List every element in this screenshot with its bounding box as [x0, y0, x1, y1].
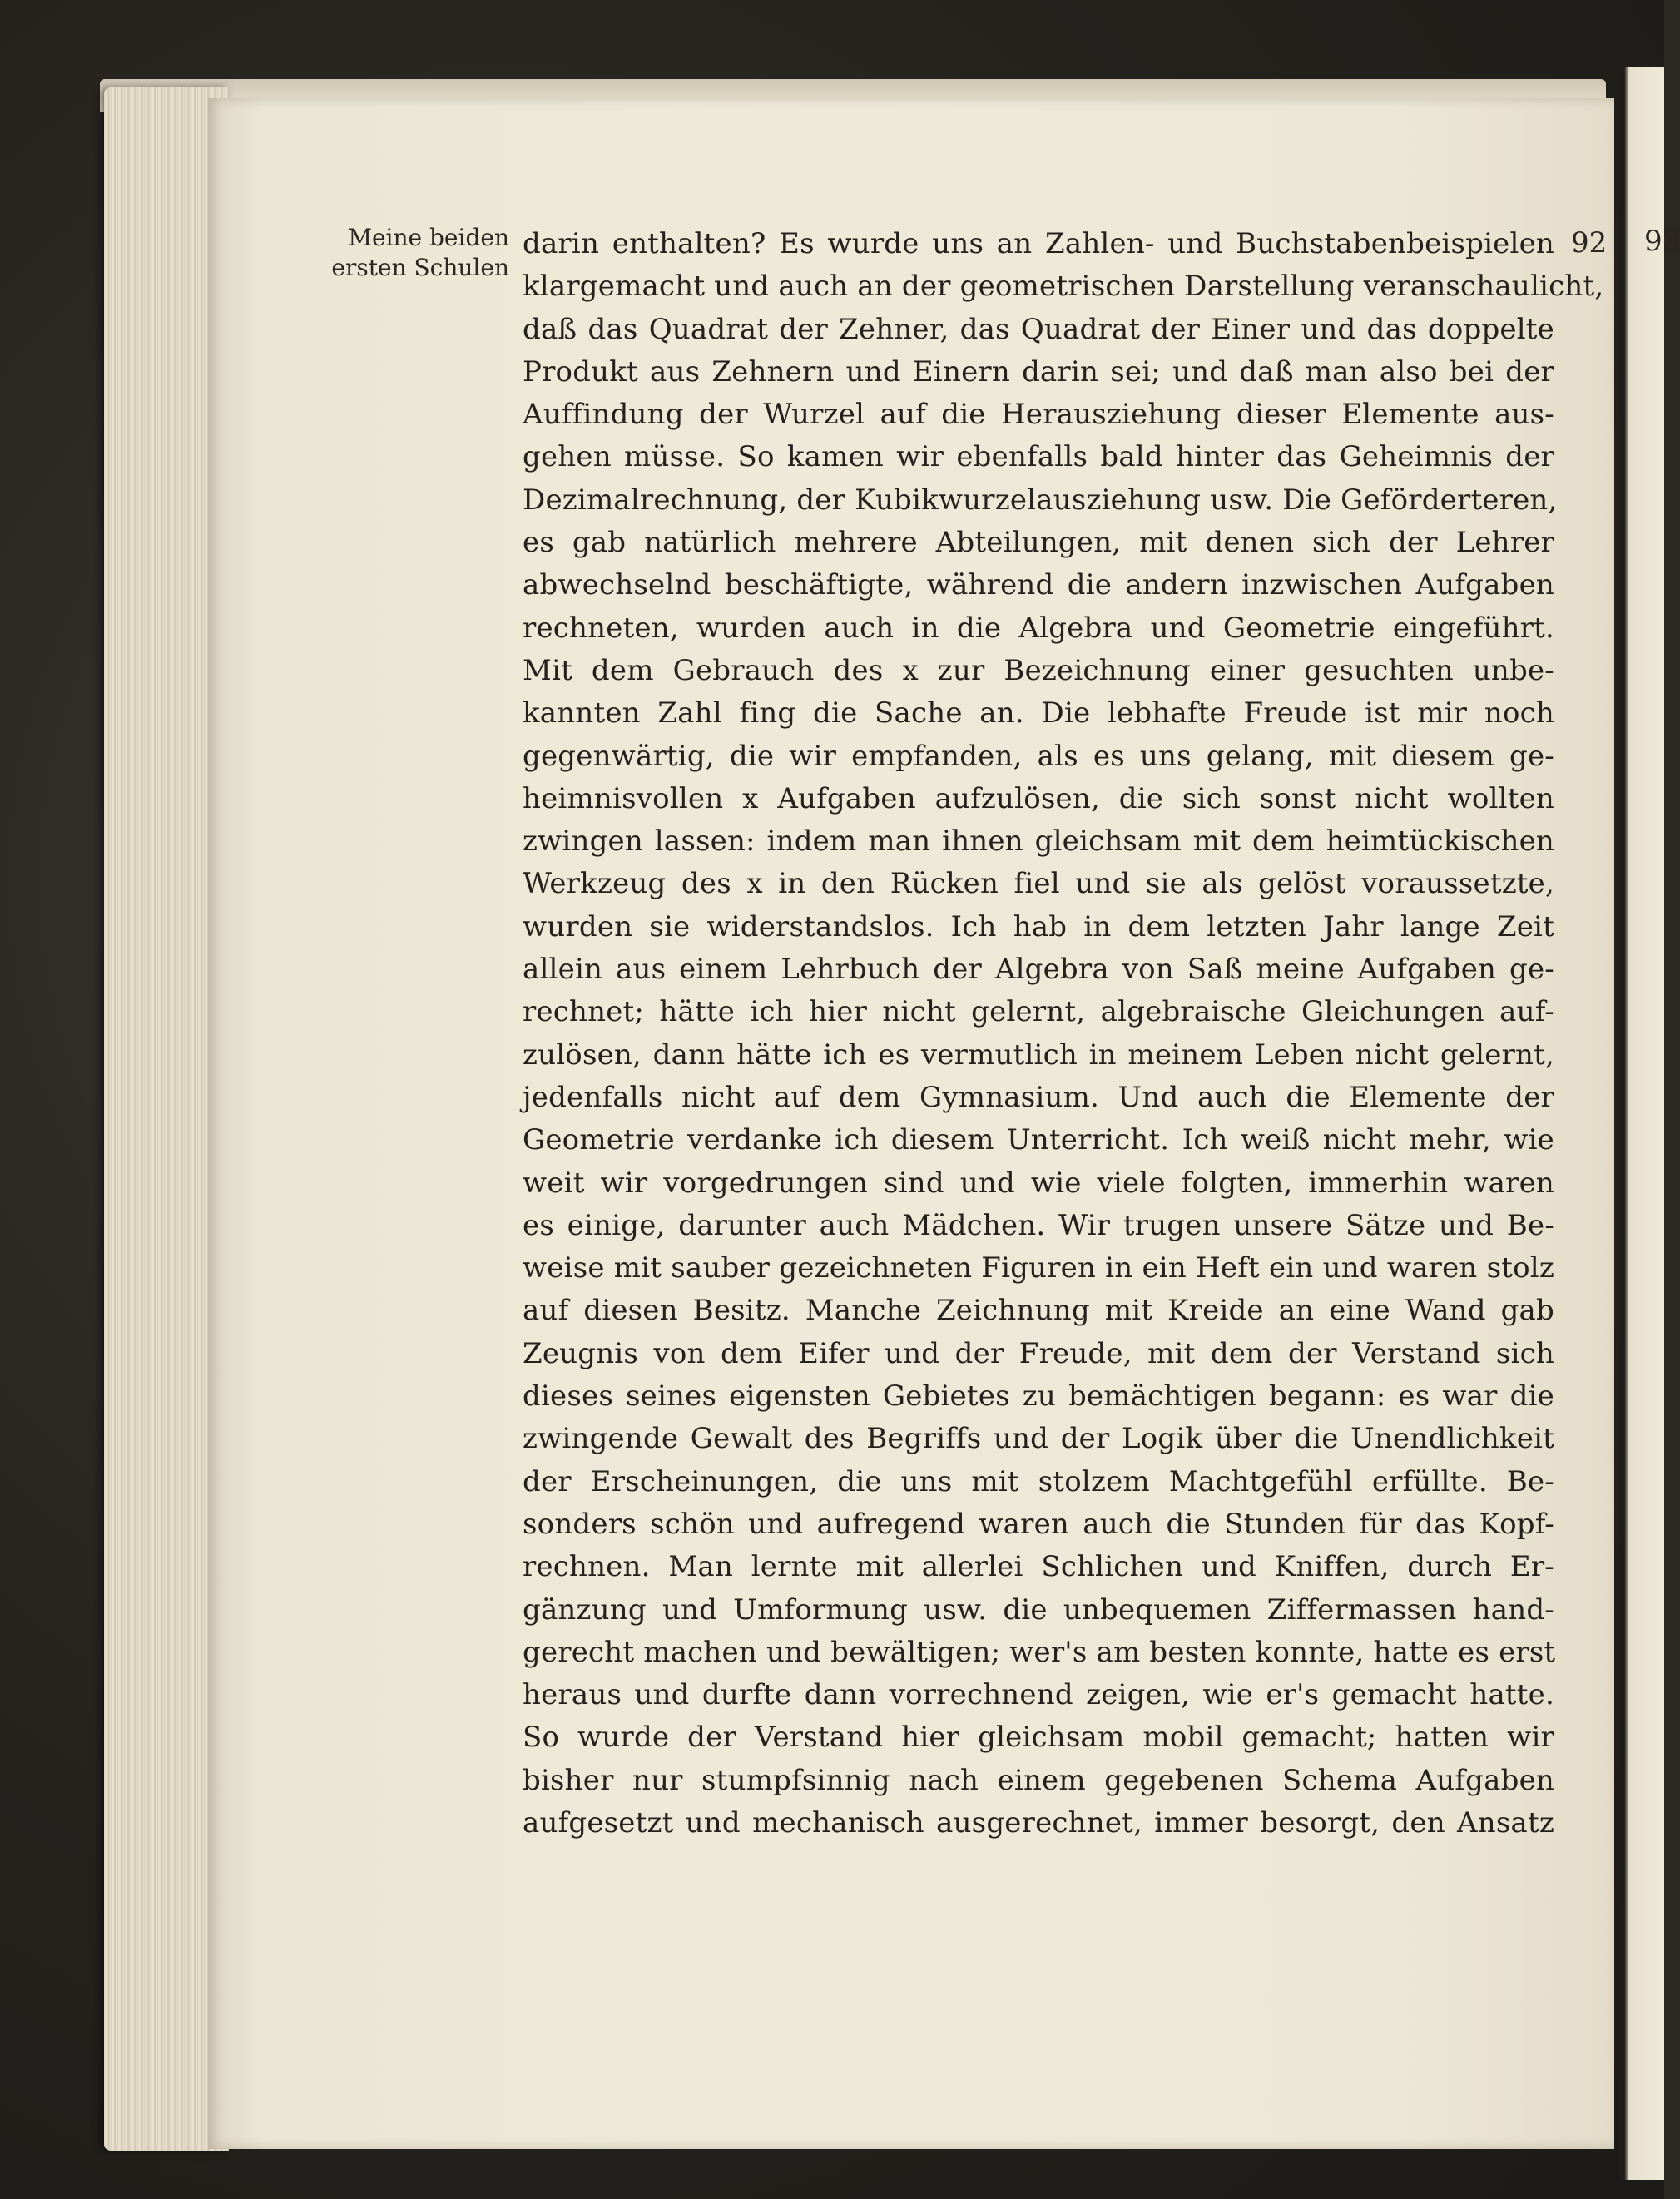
text-line: darin enthalten? Es wurde uns an Zahlen- und Buchstabenbeispielen	[523, 227, 1554, 260]
text-line: Geometrie verdanke ich diesem Unterricht. Ich weiß nicht mehr, wie	[523, 1123, 1554, 1157]
text-line: zulösen, dann hätte ich es vermutlich in meinem Leben nicht gelernt,	[523, 1038, 1554, 1072]
text-line: dieses seines eigensten Gebietes zu bemächtigen begann: es war die	[523, 1379, 1554, 1414]
text-line: bisher nur stumpfsinnig nach einem gegebenen Schema Aufgaben	[523, 1763, 1554, 1797]
text-line: rechnen. Man lernte mit allerlei Schlichen und Kniffen, durch Er-	[523, 1550, 1554, 1584]
text-line: wurden sie widerstandslos. Ich hab in dem letzten Jahr lange Zeit	[523, 909, 1554, 943]
page-number: 92	[1571, 226, 1608, 260]
margin-note	[310, 223, 509, 283]
text-line: sonders schön und aufregend waren auch die Stunden für das Kopf-	[523, 1507, 1554, 1541]
text-line: auf diesen Besitz. Manche Zeichnung mit Kreide an eine Wand gab	[523, 1294, 1554, 1328]
text-line: gegenwärtig, die wir empfanden, als es uns gelang, mit diesem ge-	[523, 739, 1554, 773]
text-line: aufgesetzt und mechanisch ausgerechnet, immer besorgt, den Ansatz	[523, 1805, 1554, 1840]
text-line: es gab natürlich mehrere Abteilungen, mit denen sich der Lehrer	[523, 526, 1554, 560]
margin-note-line-1: Meine beiden	[348, 224, 509, 251]
text-line: gänzung und Umformung usw. die unbequemen Ziffermassen hand-	[523, 1592, 1554, 1627]
text-line: rechneten, wurden auch in die Algebra und Geometrie eingeführt.	[523, 611, 1554, 645]
text-line: gehen müsse. So kamen wir ebenfalls bald hinter das Geheimnis der	[523, 440, 1554, 474]
margin-note-line-2: ersten Schulen	[331, 254, 509, 281]
text-line: jedenfalls nicht auf dem Gymnasium. Und auch die Elemente der	[523, 1080, 1554, 1114]
text-line: kannten Zahl fing die Sache an. Die lebhafte Freude ist mir noch	[523, 696, 1554, 731]
text-line: Auffindung der Wurzel auf die Herausziehung dieser Elemente aus-	[523, 398, 1554, 432]
text-line: rechnet; hätte ich hier nicht gelernt, algebraische Gleichungen auf-	[523, 995, 1554, 1029]
text-line: zwingende Gewalt des Begriffs und der Logik über die Unendlichkeit	[523, 1422, 1554, 1456]
text-line: weise mit sauber gezeichneten Figuren in ein Heft ein und waren stolz	[523, 1251, 1554, 1285]
next-page-sliver	[1619, 67, 1680, 2180]
text-line: Mit dem Gebrauch des x zur Bezeichnung einer gesuchten unbe-	[523, 653, 1554, 687]
text-line: abwechselnd beschäftigte, während die andern inzwischen Aufgaben	[523, 568, 1554, 602]
text-line: daß das Quadrat der Zehner, das Quadrat der Einer und das doppelte	[523, 312, 1554, 346]
text-line: weit wir vorgedrungen sind und wie viele folgten, immerhin waren	[523, 1166, 1554, 1200]
text-line: Produkt aus Zehnern und Einern darin sei; und daß man also bei der	[523, 354, 1554, 389]
text-line: heraus und durfte dann vorrechnend zeigen, wie er's gemacht hatte.	[523, 1678, 1554, 1712]
text-line: Zeugnis von dem Eifer und der Freude, mit dem der Verstand sich	[523, 1336, 1554, 1370]
text-line: klargemacht und auch an der geometrischen Darstellung veranschaulicht,	[523, 270, 1604, 304]
text-line: So wurde der Verstand hier gleichsam mobil gemacht; hatten wir	[523, 1721, 1554, 1755]
text-line: der Erscheinungen, die uns mit stolzem Machtgefühl erfüllte. Be-	[523, 1464, 1554, 1498]
text-line: heimnisvollen x Aufgaben aufzulösen, die sich sonst nicht wollten	[523, 781, 1554, 815]
text-line: Dezimalrechnung, der Kubikwurzelausziehung usw. Die Geförderteren,	[523, 483, 1558, 517]
text-line: zwingen lassen: indem man ihnen gleichsam mit dem heimtückischen	[523, 825, 1554, 859]
text-line: allein aus einem Lehrbuch der Algebra von Saß meine Aufgaben ge-	[523, 953, 1554, 987]
text-line: gerecht machen und bewältigen; wer's am besten konnte, hatte es erst	[523, 1635, 1556, 1669]
text-line: es einige, darunter auch Mädchen. Wir trugen unsere Sätze und Be-	[523, 1208, 1554, 1242]
next-page-number: 93	[1644, 225, 1680, 258]
text-line: Werkzeug des x in den Rücken fiel und sie als gelöst voraussetzte,	[523, 867, 1554, 901]
